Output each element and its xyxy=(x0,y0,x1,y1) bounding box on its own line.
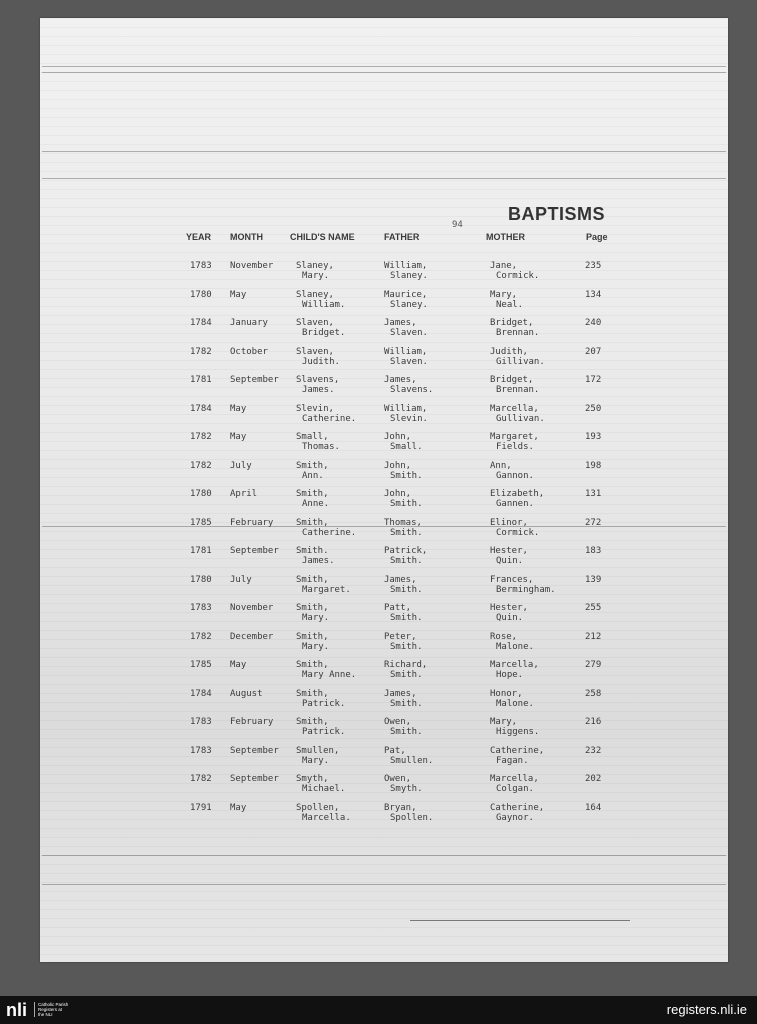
entry-father-line2: Smith. xyxy=(390,727,423,737)
entry-father-surname: Peter, xyxy=(384,631,417,642)
entry-mother-line2: Malone. xyxy=(496,698,534,709)
entry-father-line2: Slevin. xyxy=(390,413,428,424)
entry-child-name-line2: James. xyxy=(302,556,335,566)
entry-father xyxy=(384,546,427,566)
entry-child-name xyxy=(296,375,339,395)
entry-mother xyxy=(490,746,544,766)
entry-page: 255 xyxy=(585,603,602,613)
entry-mother-surname: Elinor, xyxy=(490,517,528,528)
entry-father-line2: Slavens. xyxy=(390,385,434,395)
entry-child-name-line2: Patrick. xyxy=(302,698,346,709)
entry-mother xyxy=(490,318,539,338)
entry-child-name xyxy=(296,261,334,281)
entry-page: 131 xyxy=(585,489,602,499)
entry-child-name xyxy=(296,518,356,538)
entry-month: July xyxy=(230,460,252,471)
entry-child-name xyxy=(296,660,356,680)
entry-child-name-surname: Smith, xyxy=(296,517,329,528)
entry-father xyxy=(384,717,423,737)
entry-month: September xyxy=(230,375,279,385)
entry-mother-surname: Ann, xyxy=(490,460,512,471)
entry-child-name-surname: Small, xyxy=(296,432,329,442)
entry-father-surname: James, xyxy=(384,318,417,328)
entry-child-name-line2: Mary. xyxy=(302,755,330,766)
entry-mother xyxy=(490,803,544,823)
entry-child-name-surname: Smith, xyxy=(296,603,329,613)
entry-father xyxy=(384,347,428,367)
entry-child-name-line2: Anne. xyxy=(302,499,330,509)
entry-child-name-line2: Marcella. xyxy=(302,812,351,823)
entry-month: May xyxy=(230,403,247,414)
entry-child-name-surname: Slevin, xyxy=(296,403,334,414)
entry-mother-line2: Cormick. xyxy=(496,271,540,281)
entry-page: 134 xyxy=(585,289,602,300)
entry-mother-line2: Brennan. xyxy=(496,385,540,395)
entry-father-line2: Smith. xyxy=(390,584,423,595)
entry-page: 212 xyxy=(585,631,602,642)
entry-child-name-line2: Margaret. xyxy=(302,584,351,595)
entry-month: April xyxy=(230,489,258,499)
entry-child-name xyxy=(296,546,335,566)
entry-child-name-surname: Smith. xyxy=(296,546,329,556)
entry-mother xyxy=(490,632,534,652)
entry-child-name-line2: Michael. xyxy=(302,784,346,794)
entry-mother xyxy=(490,603,528,623)
entry-year: 1783 xyxy=(190,603,212,613)
entry-child-name-surname: Smith, xyxy=(296,688,329,699)
entry-mother-line2: Bermingham. xyxy=(496,584,556,595)
entry-page: 216 xyxy=(585,717,602,727)
entry-father-line2: Smith. xyxy=(390,670,423,680)
entry-child-name-line2: Bridget. xyxy=(302,328,346,338)
entry-father xyxy=(384,575,423,595)
entry-father-surname: John, xyxy=(384,489,412,499)
header-month: MONTH xyxy=(230,232,263,242)
entry-year: 1785 xyxy=(190,660,212,670)
entry-child-name xyxy=(296,432,340,452)
entry-child-name-surname: Slaney, xyxy=(296,261,334,271)
entry-father xyxy=(384,432,423,452)
entry-child-name-surname: Slaney, xyxy=(296,289,334,300)
entry-year: 1782 xyxy=(190,346,212,357)
entry-child-name-line2: Mary. xyxy=(302,613,330,623)
entry-mother-surname: Hester, xyxy=(490,546,528,556)
entry-child-name xyxy=(296,774,345,794)
entry-mother-surname: Rose, xyxy=(490,631,518,642)
entry-page: 183 xyxy=(585,546,602,556)
entry-month: August xyxy=(230,688,263,699)
entry-child-name-surname: Smullen, xyxy=(296,745,340,756)
page-number: 94 xyxy=(452,220,463,230)
entry-mother xyxy=(490,461,534,481)
entry-father-surname: Richard, xyxy=(384,660,428,670)
entry-child-name xyxy=(296,689,345,709)
scan-line xyxy=(42,72,726,73)
footer-bar xyxy=(0,996,757,1024)
entry-father xyxy=(384,603,423,623)
entry-year: 1784 xyxy=(190,403,212,414)
entry-page: 250 xyxy=(585,403,602,414)
header-father: FATHER xyxy=(384,232,420,242)
entry-child-name xyxy=(296,717,345,737)
entry-child-name xyxy=(296,489,329,509)
entry-mother-line2: Gannon. xyxy=(496,470,534,481)
entry-mother-surname: Bridget, xyxy=(490,375,534,385)
entry-father xyxy=(384,518,423,538)
entry-child-name-surname: Smith, xyxy=(296,489,329,499)
entry-child-name-line2: Ann. xyxy=(302,470,324,481)
entry-year: 1782 xyxy=(190,631,212,642)
entry-mother-line2: Higgens. xyxy=(496,727,540,737)
entry-mother xyxy=(490,404,545,424)
entry-father-line2: Smith. xyxy=(390,527,423,538)
entry-mother xyxy=(490,489,544,509)
entry-page: 172 xyxy=(585,375,602,385)
entry-mother xyxy=(490,261,539,281)
entry-child-name xyxy=(296,603,329,623)
entry-mother-line2: Gannen. xyxy=(496,499,534,509)
entry-child-name-surname: Spollen, xyxy=(296,802,340,813)
logo-line: the NLI xyxy=(38,1012,53,1017)
entry-year: 1780 xyxy=(190,574,212,585)
entry-mother-line2: Colgan. xyxy=(496,784,534,794)
entry-mother xyxy=(490,689,534,709)
entry-mother-line2: Hope. xyxy=(496,670,524,680)
entry-child-name xyxy=(296,632,329,652)
entry-page: 202 xyxy=(585,774,602,784)
entry-child-name-line2: Catherine. xyxy=(302,527,357,538)
entry-father-surname: William, xyxy=(384,403,428,414)
entry-father-surname: William, xyxy=(384,346,428,357)
entry-year: 1783 xyxy=(190,261,212,271)
entry-father-surname: James, xyxy=(384,688,417,699)
entry-month: October xyxy=(230,346,268,357)
entry-page: 207 xyxy=(585,346,602,357)
entry-child-name xyxy=(296,803,351,823)
entry-father-line2: Smith. xyxy=(390,499,423,509)
entry-mother xyxy=(490,546,528,566)
entry-mother-surname: Frances, xyxy=(490,574,534,585)
entry-child-name-surname: Smith, xyxy=(296,717,329,727)
entry-father-surname: Thomas, xyxy=(384,517,422,528)
entry-child-name xyxy=(296,347,340,367)
entry-mother-surname: Catherine, xyxy=(490,802,545,813)
entry-year: 1783 xyxy=(190,745,212,756)
entry-month: February xyxy=(230,717,274,727)
entry-child-name xyxy=(296,290,345,310)
entry-month: May xyxy=(230,660,247,670)
entry-father-surname: Bryan, xyxy=(384,802,417,813)
entry-child-name xyxy=(296,318,345,338)
entry-father-surname: James, xyxy=(384,375,417,385)
entry-child-name xyxy=(296,746,339,766)
entry-father xyxy=(384,689,423,709)
divider xyxy=(410,920,630,921)
entry-father xyxy=(384,489,423,509)
entry-father-line2: Spollen. xyxy=(390,812,434,823)
entry-child-name-line2: James. xyxy=(302,385,335,395)
entry-father-line2: Slaven. xyxy=(390,328,428,338)
entry-month: September xyxy=(230,546,279,556)
header-page: Page xyxy=(586,232,608,242)
entry-mother xyxy=(490,347,545,367)
entry-child-name-line2: Thomas. xyxy=(302,442,340,452)
entry-father xyxy=(384,632,423,652)
entry-year: 1782 xyxy=(190,432,212,442)
entry-child-name-surname: Slaven, xyxy=(296,318,334,328)
entry-month: May xyxy=(230,802,247,813)
entry-child-name-surname: Smith, xyxy=(296,574,329,585)
entry-month: November xyxy=(230,603,274,613)
entry-mother-line2: Gillivan. xyxy=(496,356,545,367)
entry-child-name-line2: Mary Anne. xyxy=(302,670,357,680)
entry-month: February xyxy=(230,517,274,528)
entry-child-name-surname: Smyth, xyxy=(296,774,329,784)
entry-mother xyxy=(490,290,523,310)
entry-mother-surname: Margaret, xyxy=(490,432,539,442)
entry-father-line2: Smullen. xyxy=(390,755,434,766)
entry-mother xyxy=(490,432,539,452)
entry-father xyxy=(384,746,433,766)
entry-mother-surname: Mary, xyxy=(490,717,518,727)
entry-mother-line2: Quin. xyxy=(496,613,524,623)
header-mother: MOTHER xyxy=(486,232,525,242)
entry-father xyxy=(384,803,433,823)
entry-father-line2: Slaney. xyxy=(390,299,428,310)
entry-mother-surname: Elizabeth, xyxy=(490,489,545,499)
entry-mother-line2: Malone. xyxy=(496,641,534,652)
logo-line: Catholic Parish xyxy=(38,1002,69,1007)
entry-year: 1784 xyxy=(190,688,212,699)
entry-child-name xyxy=(296,575,351,595)
entry-year: 1782 xyxy=(190,774,212,784)
entry-mother-surname: Bridget, xyxy=(490,318,534,328)
entry-mother-surname: Mary, xyxy=(490,289,518,300)
entry-father-surname: John, xyxy=(384,460,412,471)
entry-year: 1781 xyxy=(190,546,212,556)
entry-father xyxy=(384,461,423,481)
entry-mother-surname: Honor, xyxy=(490,688,523,699)
entry-year: 1781 xyxy=(190,375,212,385)
entry-child-name xyxy=(296,404,356,424)
entry-year: 1780 xyxy=(190,489,212,499)
entry-page: 139 xyxy=(585,574,602,585)
logo-caption xyxy=(34,1002,68,1017)
scan-line xyxy=(42,66,726,67)
entry-month: May xyxy=(230,432,247,442)
entry-child-name-surname: Slavens, xyxy=(296,375,340,385)
nli-logo[interactable]: nli xyxy=(6,1000,27,1020)
entry-page: 193 xyxy=(585,432,602,442)
entry-page: 198 xyxy=(585,460,602,471)
entry-father xyxy=(384,375,433,395)
entry-father xyxy=(384,290,428,310)
entry-mother xyxy=(490,717,539,737)
entry-mother-surname: Marcella, xyxy=(490,660,539,670)
entry-father-surname: William, xyxy=(384,261,428,271)
entry-father xyxy=(384,660,427,680)
entry-father-line2: Smith. xyxy=(390,556,423,566)
logo-line: Registers at xyxy=(38,1007,63,1012)
scan-line xyxy=(42,884,726,885)
entry-father-surname: Owen, xyxy=(384,774,412,784)
entry-mother xyxy=(490,518,539,538)
entry-year: 1783 xyxy=(190,717,212,727)
register-page xyxy=(40,18,728,962)
entry-father-surname: Patrick, xyxy=(384,546,428,556)
entry-child-name-surname: Smith, xyxy=(296,460,329,471)
entry-year: 1782 xyxy=(190,460,212,471)
entry-father-line2: Smith. xyxy=(390,698,423,709)
entry-mother-line2: Fagan. xyxy=(496,755,529,766)
entry-mother-line2: Neal. xyxy=(496,299,524,310)
entry-father-line2: Smyth. xyxy=(390,784,423,794)
entry-page: 258 xyxy=(585,688,602,699)
header-child: CHILD'S NAME xyxy=(290,232,355,242)
entry-father-line2: Small. xyxy=(390,442,423,452)
entry-mother-surname: Jane, xyxy=(490,261,518,271)
entry-father-surname: Maurice, xyxy=(384,289,428,300)
entry-year: 1784 xyxy=(190,318,212,328)
entry-page: 272 xyxy=(585,517,602,528)
entry-child-name-line2: Patrick. xyxy=(302,727,346,737)
entry-mother-surname: Catherine, xyxy=(490,745,545,756)
entry-year: 1791 xyxy=(190,802,212,813)
entry-month: January xyxy=(230,318,268,328)
entry-mother xyxy=(490,575,556,595)
entry-father-surname: James, xyxy=(384,574,417,585)
scan-line xyxy=(42,151,726,152)
entry-mother-line2: Gullivan. xyxy=(496,413,545,424)
entry-child-name-line2: Catherine. xyxy=(302,413,357,424)
entry-father-line2: Slaven. xyxy=(390,356,428,367)
entry-child-name-surname: Smith, xyxy=(296,631,329,642)
entry-month: May xyxy=(230,289,247,300)
site-link[interactable]: registers.nli.ie xyxy=(666,1002,747,1017)
entry-mother-surname: Marcella, xyxy=(490,774,539,784)
entry-page: 235 xyxy=(585,261,602,271)
entry-mother-line2: Cormick. xyxy=(496,527,540,538)
entry-father-surname: Owen, xyxy=(384,717,412,727)
entry-father-line2: Slaney. xyxy=(390,271,428,281)
entry-month: December xyxy=(230,631,274,642)
entry-month: July xyxy=(230,574,252,585)
entry-father xyxy=(384,261,428,281)
entry-mother-surname: Judith, xyxy=(490,346,528,357)
entry-father xyxy=(384,404,428,424)
scan-line xyxy=(42,855,726,856)
entry-mother-line2: Quin. xyxy=(496,556,524,566)
entry-mother-line2: Brennan. xyxy=(496,328,540,338)
entry-page: 240 xyxy=(585,318,602,328)
entry-year: 1780 xyxy=(190,289,212,300)
entry-father-line2: Smith. xyxy=(390,641,423,652)
entry-child-name-line2: Judith. xyxy=(302,356,340,367)
header-year: YEAR xyxy=(186,232,212,242)
entry-father xyxy=(384,318,428,338)
entry-father-line2: Smith. xyxy=(390,613,423,623)
entry-mother-surname: Marcella, xyxy=(490,403,539,414)
entry-mother-line2: Fields. xyxy=(496,442,534,452)
entry-month: September xyxy=(230,774,279,784)
entry-year: 1785 xyxy=(190,517,212,528)
entry-father-surname: Patt, xyxy=(384,603,412,613)
entry-child-name-line2: Mary. xyxy=(302,271,330,281)
entry-mother-surname: Hester, xyxy=(490,603,528,613)
entry-mother-line2: Gaynor. xyxy=(496,812,534,823)
entry-month: November xyxy=(230,261,274,271)
entry-child-name-line2: William. xyxy=(302,299,346,310)
entry-child-name-surname: Smith, xyxy=(296,660,329,670)
entry-father-surname: Pat, xyxy=(384,745,406,756)
entry-father xyxy=(384,774,423,794)
entry-child-name xyxy=(296,461,329,481)
entry-page: 164 xyxy=(585,802,602,813)
entry-father-line2: Smith. xyxy=(390,470,423,481)
entry-mother xyxy=(490,375,539,395)
scan-line xyxy=(42,178,726,179)
entry-page: 279 xyxy=(585,660,602,670)
entry-month: September xyxy=(230,745,279,756)
entry-child-name-surname: Slaven, xyxy=(296,346,334,357)
entry-father-surname: John, xyxy=(384,432,412,442)
entry-page: 232 xyxy=(585,745,602,756)
entry-mother xyxy=(490,774,539,794)
entry-child-name-line2: Mary. xyxy=(302,641,330,652)
entry-mother xyxy=(490,660,539,680)
page-title: BAPTISMS xyxy=(508,204,606,224)
